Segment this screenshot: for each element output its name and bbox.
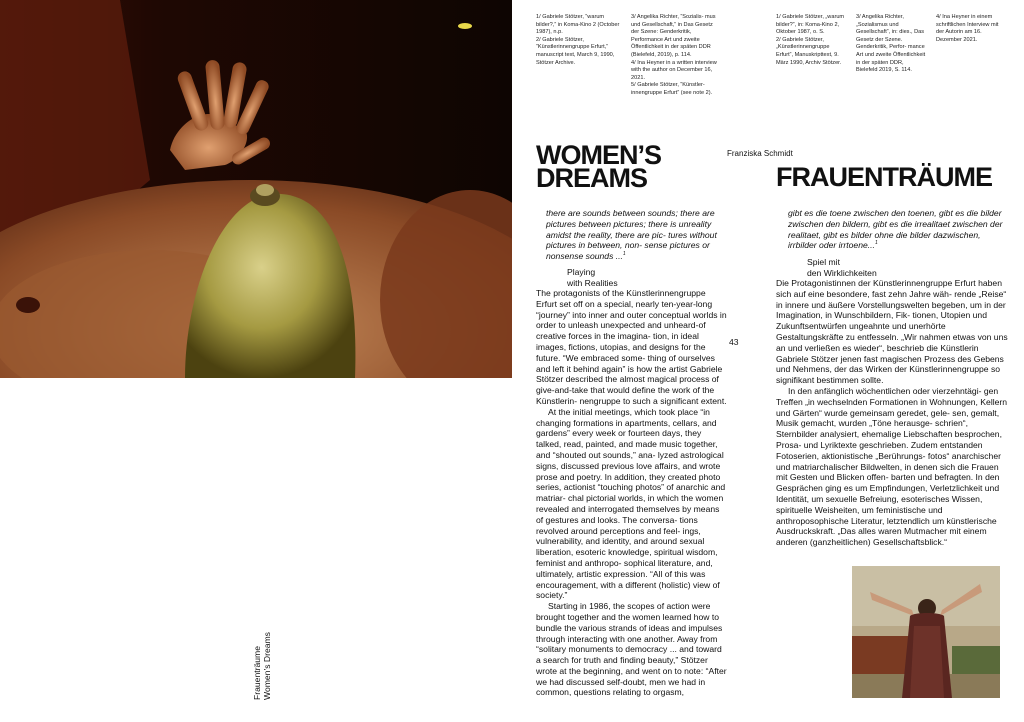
footnotes-de-col2 <box>856 14 926 75</box>
footnote: 5/ Gabriele Stötzer, “Künstler- innengruppe Erfurt” (see note 2). <box>631 82 713 96</box>
title-en-line: DREAMS <box>536 163 648 193</box>
subhead-line: Playing <box>567 267 596 277</box>
title-en-line: WOMEN’S <box>536 140 661 170</box>
lead-en <box>546 208 724 262</box>
paragraph: The protagonists of the Künstlerinnengruppe Erfurt set off on a special, nearly ten-year-long “journey” into inner and outer conceptual worlds in order to unleash unexpected and unheard-of creative forces in the imagina- tion, in ideal images, fictions, utopias, and designs for the future. “We embraced some- thing of ourselves and left it behind again” is how the artist Gabriele Stötzer described the almost magical process of give-and-take that would define the work of the Künstlerin- nengruppe to such a significant extent. <box>536 288 727 406</box>
body-en <box>536 288 728 698</box>
footnote: 1/ Gabriele Stötzer, „warum bilder?“, in: Koma-Kino 2, Oktober 1987, o. S. <box>776 14 845 36</box>
body-de <box>776 278 1008 548</box>
paragraph: Die Protagonistinnen der Künstlerinnengruppe Erfurt haben sich auf eine besondere, fast zehn Jahre wäh- rende „Reise“ in innere und äußere Vorstellungswelten begeben, um in der Imagination, in Wunschbildern, Fik- tionen, Utopien und Zukunftsentwürfen ungeahnte und unerhörte Gestaltungskräfte zu entfesseln. „Wir nahmen etwas von uns an und verließen es wieder“, beschrieb die Künstlerin Gabriele Stötzer jenen fast magischen Prozess des Gebens und Nehmens, der das Wirken der Künstlerinnengruppe so signifikant bestimmen sollte. <box>776 278 1008 386</box>
footnotes-en-col1 <box>536 14 622 67</box>
footnote: 1/ Gabriele Stötzer, “warum bilder?,” in Koma-Kino 2 (October 1987), n.p. <box>536 14 620 36</box>
footnote: 2/ Gabriele Stötzer, „Künstlerinnengruppe Erfurt“, Manuskripttext, 9. März 1990, Archiv Stötzer. <box>776 36 842 66</box>
subhead-en <box>567 267 618 288</box>
footnotes-de-col1 <box>776 14 846 67</box>
lead-de-text: gibt es die toene zwischen den toenen, gibt es die bilder zwischen den bildern, gibt es die irrealitaet zwischen der realitaet, gibt es bilder ohne die bilder dazwischen, irrbilder oder irrtoene... <box>788 208 1003 251</box>
footnotes-en-col2 <box>631 14 721 98</box>
footnote-ref: 1 <box>622 251 626 258</box>
running-head-vertical <box>252 620 292 700</box>
footnote: 3/ Angelika Richter, „Sozialismus und Gesellschaft“, in: dies., Das Gesetz der Szene. Genderkritik, Perfor- mance Art und zweite Öffentlichkeit in der späten DDR, Bielefeld 2019, S. 114. <box>856 14 926 74</box>
footnotes-de-col3 <box>936 14 1006 44</box>
author-name: Franziska Schmidt <box>727 149 793 158</box>
subhead-de <box>807 257 877 278</box>
footnote: 4/ Ina Heyner in einem schriftlichen Interview mit der Autorin am 16. Dezember 2021. <box>936 14 999 43</box>
subhead-line: den Wirklichkeiten <box>807 267 877 278</box>
title-en <box>536 140 716 193</box>
subhead-line: with Realities <box>567 277 618 288</box>
lead-en-text: there are sounds between sounds; there are pictures between pictures; there is unreality amidst the reality, there are pic- tures without pictures in between, non- sense pictures or nonsense sounds ... <box>546 208 717 262</box>
small-photo-illustration <box>852 566 1000 698</box>
subhead-line: Spiel mit <box>807 257 840 267</box>
footnote-ref: 1 <box>874 240 878 247</box>
running-head-line: Frauenträume <box>252 646 262 700</box>
main-photo-illustration <box>0 0 512 378</box>
footnote: 4/ Ina Heyner in a written interview with the author on December 16, 2021. <box>631 59 717 81</box>
paragraph: Starting in 1986, the scopes of action were brought together and the women learned how to bundle the various strands of ideas and impulses through interacting with one another. Away from “solitary monuments to democracy ... and toward a search for truth and finding beauty,” Stötzer wrote at the beginning, and went on to note: “After we had discussed self-doubt, men we had in common, questions relating to orgasm, <box>536 601 727 698</box>
footnote: 3/ Angelika Richter, “Sozialis- mus und Gesellschaft,” in Das Gesetz der Szene: Genderkritik, Performance Art und zweite Öffentlichkeit in der späten DDR (Bielefeld, 2019), p. 114. <box>631 14 716 58</box>
page-number: 43 <box>729 337 739 347</box>
small-photo <box>852 566 1000 698</box>
footnote: 2/ Gabriele Stötzer, “Künstlerinnengruppe Erfurt,” manuscript text, March 9, 1990, Stötzer Archive. <box>536 36 615 66</box>
running-head-line: Women’s Dreams <box>262 632 273 700</box>
lead-de <box>788 208 1004 251</box>
main-photo <box>0 0 512 378</box>
paragraph: In den anfänglich wöchentlichen oder vierzehntägi- gen Treffen „in wechselnden Formationen in Wohnungen, Kellern und Gärten“ wurde gemeinsam geredet, gele- sen, gemalt, Musik gemacht, wurden „Töne herausge- schrien“, Sternbilder analysiert, ehemalige Liebschaften besprochen, Prosa- und Lyriktexte geschrieben. Zudem entstanden Fotoserien, aktionistische „Berührungs- fotos“ anarchischer und matriarchalischer Bildwelten, in denen sich die Frauen mit Gesten und Blicken offen- barten und befragten. In den Gesprächen ging es um Empfindungen, Verletzlichkeit und Identität, um sexuelle Befreiung, esoterisches Wissen, spirituelle Weisheiten, um feministische und anthroposophische Literatur, letztendlich um künstlerische Ausdruckskraft. „Das alles waren Mutmacher mit einem anderen (ganzheitlichen) Gesellschaftsblick.“ <box>776 385 1008 548</box>
paragraph: At the initial meetings, which took place “in changing formations in apartments, cellars, and gardens” every week or fourteen days, they talked, read, painted, and made music together, and “shouted out sounds,” ana- lyzed astrological signs, discussed previous love affairs, and wrote prose and poetry. In addition, they created photo series, actionist “touching photos” of anarchic and matriar- chal pictorial worlds, in which the women revealed and interrogated themselves by means of gestures and looks. The conversa- tions revolved around perceptions and feel- ings, vulnerability, and identity, and around sexual liberation, esoteric knowledge, spiritual wisdom, feminist and anthropo- sophical literature, and, ultimately, artistic expression. “All of this was encouragement, with a different (holistic) view of society.” <box>536 406 726 601</box>
title-de: FRAUENTRÄUME <box>776 162 992 192</box>
